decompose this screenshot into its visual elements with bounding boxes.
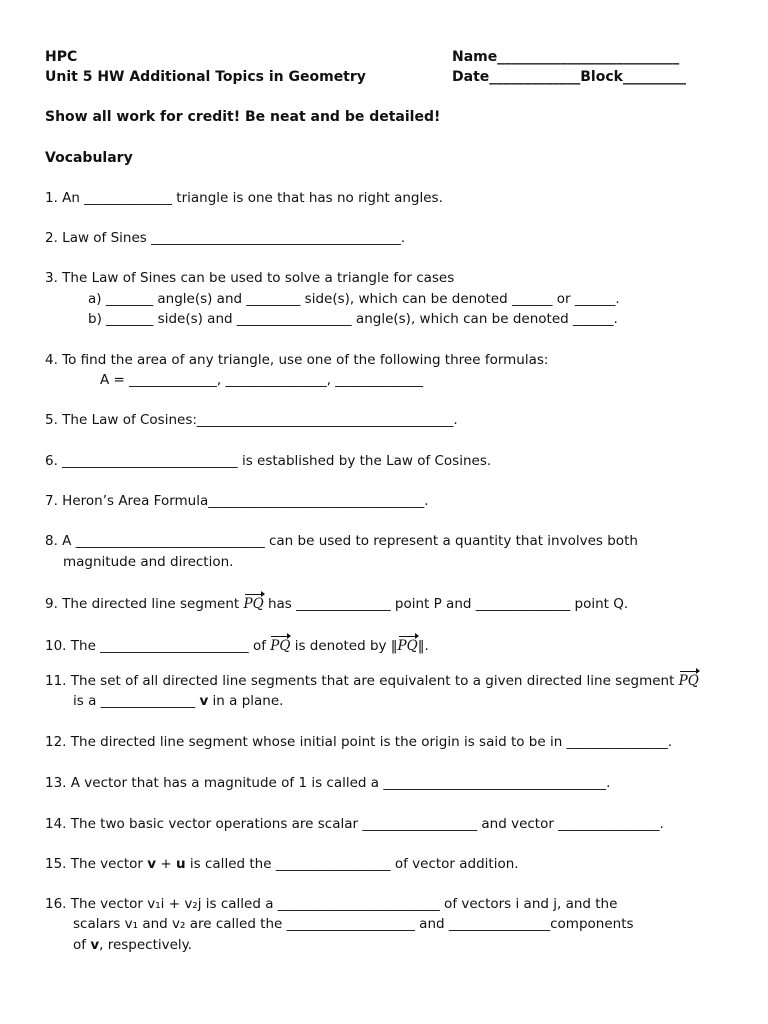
question-15 xyxy=(45,855,519,873)
vector-pq-norm: PQ xyxy=(397,638,418,654)
question-8-cont: magnitude and direction. xyxy=(63,554,234,570)
bold-v: v xyxy=(199,693,209,709)
bold-u: u xyxy=(176,856,186,872)
question-3a: a) _______ angle(s) and ________ side(s), which can be denoted ______ or ______. xyxy=(88,291,620,307)
question-4: 4. To find the area of any triangle, use one of the following three formulas: xyxy=(45,352,549,368)
question-4-formula: A = _____________, _______________, _____________ xyxy=(100,372,424,388)
question-10 xyxy=(45,637,429,655)
question-1: 1. An _____________ triangle is one that has no right angles. xyxy=(45,190,443,206)
section-title: Vocabulary xyxy=(45,150,133,166)
question-6: 6. __________________________ is established by the Law of Cosines. xyxy=(45,453,492,469)
q10-text-mid: is denoted by ‖ xyxy=(290,638,398,654)
instructions: Show all work for credit! Be neat and be detailed! xyxy=(45,109,441,125)
date-field: Date_____________ xyxy=(452,69,581,85)
question-2: 2. Law of Sines _____________________________________. xyxy=(45,230,406,246)
question-16-cont: scalars v₁ and v₂ are called the ___________________ and _______________components xyxy=(73,916,634,932)
block-field: Block_________ xyxy=(580,69,686,85)
q16-text-c-end: , respectively. xyxy=(99,937,193,953)
q11-text: 11. The set of all directed line segments that are equivalent to a given directed line segment xyxy=(45,673,679,689)
q15-text: 15. The vector xyxy=(45,856,148,872)
q11-text-b: is a ______________ xyxy=(73,693,200,709)
question-16: 16. The vector v₁i + v₂j is called a ________________________ of vectors i and j, and the xyxy=(45,896,618,912)
date-block-field xyxy=(452,68,686,86)
name-field: Name__________________________ xyxy=(452,49,680,65)
q10-text: 10. The ______________________ of xyxy=(45,638,271,654)
question-12: 12. The directed line segment whose initial point is the origin is said to be in _______________. xyxy=(45,734,673,750)
question-16-end xyxy=(73,936,192,954)
plus-sign: + xyxy=(156,856,176,872)
q16-text-c: of xyxy=(73,937,91,953)
q9-text-end: has ______________ point P and ______________ point Q. xyxy=(263,596,629,612)
question-13: 13. A vector that has a magnitude of 1 is called a _________________________________. xyxy=(45,775,611,791)
q11-text-b-end: in a plane. xyxy=(208,693,284,709)
question-5: 5. The Law of Cosines:______________________________________. xyxy=(45,412,458,428)
question-9 xyxy=(45,595,628,613)
vector-pq: PQ xyxy=(270,638,291,654)
question-7: 7. Heron’s Area Formula________________________________. xyxy=(45,493,429,509)
vector-pq: PQ xyxy=(678,673,699,689)
question-11-cont xyxy=(73,692,283,710)
question-11 xyxy=(45,672,699,690)
bold-v: v xyxy=(147,856,157,872)
unit-title: Unit 5 HW Additional Topics in Geometry xyxy=(45,69,366,85)
question-8: 8. A ____________________________ can be used to represent a quantity that involves both xyxy=(45,533,638,549)
q9-text: 9. The directed line segment xyxy=(45,596,244,612)
vector-pq: PQ xyxy=(243,596,264,612)
question-3b: b) _______ side(s) and _________________ angle(s), which can be denoted ______. xyxy=(88,311,618,327)
q10-text-end: ‖. xyxy=(417,638,429,654)
question-3: 3. The Law of Sines can be used to solve a triangle for cases xyxy=(45,270,455,286)
course-label: HPC xyxy=(45,49,78,65)
q15-text-end: is called the _________________ of vector addition. xyxy=(185,856,519,872)
bold-v: v xyxy=(90,937,100,953)
question-14: 14. The two basic vector operations are scalar _________________ and vector _______________. xyxy=(45,816,664,832)
